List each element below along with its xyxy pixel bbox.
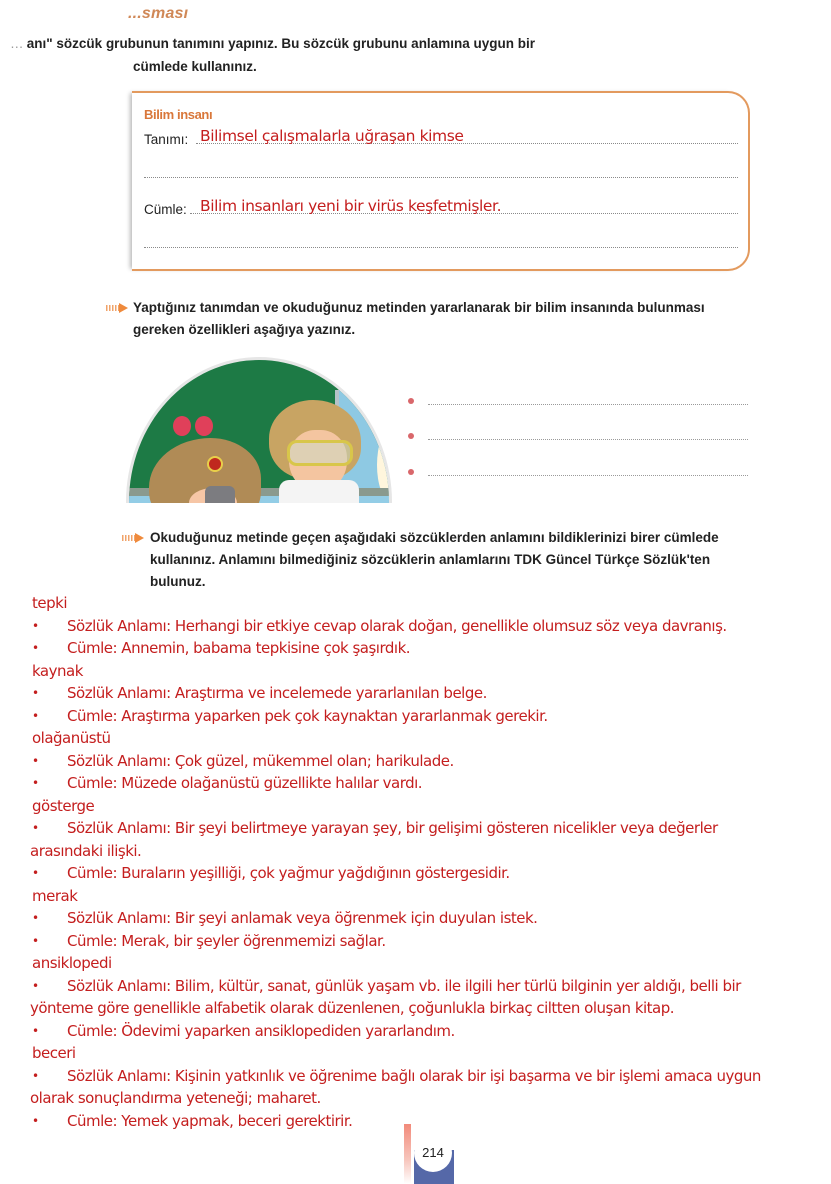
definition-answer: Bilimsel çalışmalarla uğraşan kimse (200, 127, 464, 145)
illustration-circle (126, 357, 392, 503)
vocab-sentence: • Cümle: Merak, bir şeyler öğrenmemizi sağlar. (32, 930, 822, 953)
blank-answer-line-3[interactable] (408, 469, 748, 483)
dotted-line (428, 475, 748, 476)
vocab-sentence: • Cümle: Araştırma yaparken pek çok kaynaktan yararlanmak gerekir. (32, 705, 822, 728)
instruction-2-line-3: bulunuz. (150, 574, 206, 589)
vocab-meaning: • Sözlük Anlamı: Bir şeyi belirtmeye yarayan şey, bir gelişimi gösteren nicelikler veya değerler (32, 817, 822, 840)
vocabulary-answers (32, 592, 822, 1132)
question-text: anı" sözcük grubunun tanımını yapınız. Bu sözcük grubunu anlamına uygun bir (26, 36, 535, 51)
vocab-meaning: • Sözlük Anlamı: Çok güzel, mükemmel olan; harikulade. (32, 750, 822, 773)
vocab-meaning: • Sözlük Anlamı: Bir şeyi anlamak veya öğrenmek için duyulan istek. (32, 907, 822, 930)
bullet-icon: • (32, 821, 39, 835)
definition-row-2[interactable] (144, 159, 738, 181)
vocab-meaning: • Sözlük Anlamı: Herhangi bir etkiye cevap olarak doğan, genellikle olumsuz söz veya davranış. (32, 615, 822, 638)
arrow-right-icon (106, 303, 130, 313)
bullet-icon: • (32, 933, 39, 948)
blank-dotted-line (144, 177, 738, 178)
blank-dotted-line (144, 247, 738, 248)
bullet-icon (408, 469, 414, 475)
bullet-icon: • (32, 708, 39, 723)
bullet-icon: • (32, 1068, 39, 1083)
bow-icon (173, 416, 213, 438)
vocab-meaning: • Sözlük Anlamı: Araştırma ve incelemede yararlanılan belge. (32, 682, 822, 705)
sentence-row-2[interactable] (144, 229, 738, 251)
blank-answer-line-2[interactable] (408, 433, 748, 447)
vocab-meaning-continued: yönteme göre genellikle alfabetik olarak düzenlenen, çoğunlukla birkaç ciltten oluşan kitap. (30, 999, 675, 1017)
vocab-word: beceri (32, 1044, 76, 1062)
vocab-sentence: • Cümle: Ödevimi yaparken ansiklopediden yararlandım. (32, 1020, 822, 1043)
instruction-1-line-2: gereken özellikleri aşağıya yazınız. (133, 322, 356, 337)
bullet-icon: • (32, 776, 39, 790)
bullet-icon: • (32, 1113, 39, 1128)
vocab-word: ansiklopedi (32, 954, 112, 972)
bullet-icon: • (32, 911, 39, 925)
definition-label: Tanımı: (144, 132, 189, 147)
bullet-icon: • (32, 686, 39, 700)
blank-answer-line-1[interactable] (408, 398, 748, 412)
instruction-1 (133, 297, 705, 341)
instruction-2-line-2: kullanınız. Anlamını bilmediğiniz sözcüklerin anlamlarını TDK Güncel Türkçe Sözlük'ten (150, 552, 711, 567)
vocab-meaning-continued: olarak sonuçlandırma yeteneği; maharet. (30, 1089, 321, 1107)
instruction-1-line-1: Yaptığınız tanımdan ve okuduğunuz metinden yararlanarak bir bilim insanında bulunması (133, 300, 705, 315)
sentence-answer: Bilim insanları yeni bir virüs keşfetmişler. (200, 197, 502, 215)
dotted-line (428, 439, 748, 440)
hair-clip (207, 456, 223, 472)
vocab-word: kaynak (32, 661, 83, 680)
lab-illustration (126, 357, 392, 503)
vocab-meaning: • Sözlük Anlamı: Bilim, kültür, sanat, günlük yaşam vb. ile ilgili her türlü bilginin yer aldığı, belli bir (32, 975, 822, 998)
vocab-sentence: • Cümle: Annemin, babama tepkisine çok şaşırdık. (32, 637, 822, 660)
bullet-icon (408, 398, 414, 404)
bullet-icon: • (32, 641, 39, 655)
page-tab-decoration (404, 1124, 411, 1184)
vocab-meaning-continued: arasındaki ilişki. (30, 841, 142, 860)
definition-row[interactable] (144, 125, 738, 147)
bullet-icon: • (32, 978, 39, 993)
vocab-sentence: • Cümle: Yemek yapmak, beceri gerektirir. (32, 1110, 822, 1133)
lab-coat (279, 480, 359, 503)
section-title: ...sması (128, 5, 189, 22)
bullet-icon: • (32, 753, 39, 768)
bullet-icon: • (32, 1023, 39, 1038)
vocab-sentence: • Cümle: Müzede olağanüstü güzellikte halılar vardı. (32, 772, 822, 795)
instruction-2 (150, 527, 719, 593)
instruction-2-line-1: Okuduğunuz metinde geçen aşağıdaki sözcüklerden anlamını bildiklerinizi birer cümlede (150, 530, 719, 545)
bullet-icon: • (32, 618, 39, 633)
question-line-1 (10, 36, 535, 51)
question-faded-text: … (10, 36, 23, 51)
vocab-word: olağanüstü (32, 729, 111, 747)
question-line-2: cümlede kullanınız. (133, 59, 257, 74)
sentence-label: Cümle: (144, 202, 187, 217)
vocab-word: gösterge (32, 796, 95, 815)
vocab-meaning: • Sözlük Anlamı: Kişinin yatkınlık ve öğrenime bağlı olarak bir işi başarma ve bir işlemi amaca uygun (32, 1065, 822, 1088)
goggles-icon (287, 440, 353, 466)
vocab-word: tepki (32, 594, 67, 612)
sentence-row[interactable] (144, 195, 738, 217)
bullet-icon: • (32, 866, 39, 880)
definition-box (132, 91, 750, 271)
vocab-sentence: • Cümle: Buraların yeşilliği, çok yağmur yağdığının göstergesidir. (32, 862, 822, 885)
vocab-word: merak (32, 886, 78, 905)
dotted-line (428, 404, 748, 405)
arrow-right-icon (122, 533, 146, 543)
bullet-icon (408, 433, 414, 439)
box-heading: Bilim insanı (144, 107, 213, 122)
page-number: 214 (414, 1134, 452, 1172)
microscope-icon (205, 486, 235, 503)
